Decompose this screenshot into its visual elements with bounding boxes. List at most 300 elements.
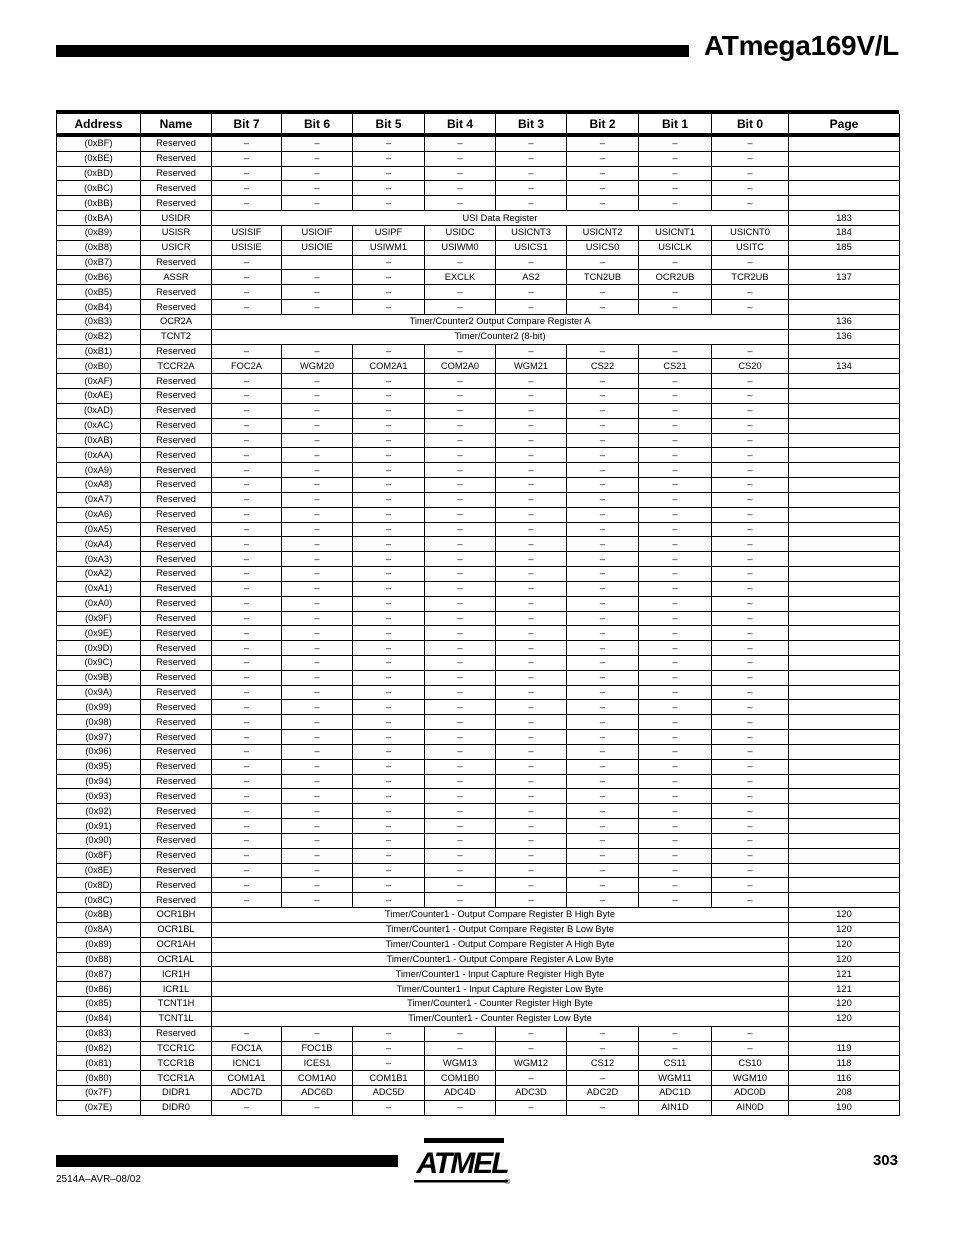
bit-cell: –	[353, 285, 425, 300]
bit-cell: USICLK	[639, 240, 712, 255]
bit-cell: –	[496, 700, 567, 715]
register-name-cell: Reserved	[141, 789, 212, 804]
register-name-cell: USICR	[141, 240, 212, 255]
register-name-cell: Reserved	[141, 611, 212, 626]
address-cell: (0xA3)	[57, 552, 141, 567]
column-header: Bit 0	[712, 114, 789, 135]
bit-cell: –	[639, 537, 712, 552]
address-cell: (0x84)	[57, 1011, 141, 1026]
bit-cell: –	[353, 300, 425, 315]
bit-cell: –	[639, 1041, 712, 1056]
bit-cell: –	[212, 819, 282, 834]
bit-cell: –	[712, 522, 789, 537]
bit-cell: –	[639, 833, 712, 848]
register-name-cell: TCNT2	[141, 329, 212, 344]
bit-cell: –	[282, 463, 353, 478]
page-cell	[789, 344, 900, 359]
table-row	[57, 922, 900, 937]
bit-cell: –	[353, 1056, 425, 1071]
address-cell: (0xA4)	[57, 537, 141, 552]
bit-cell: –	[425, 285, 496, 300]
bit-cell: –	[639, 819, 712, 834]
address-cell: (0x8E)	[57, 863, 141, 878]
document-title: ATmega169V/L	[703, 30, 899, 61]
bit-cell: –	[496, 1026, 567, 1041]
column-header: Bit 6	[282, 114, 353, 135]
bit-cell: –	[353, 581, 425, 596]
bit-cell: –	[567, 418, 639, 433]
page-cell	[789, 759, 900, 774]
bit-cell: –	[639, 804, 712, 819]
address-cell: (0xB6)	[57, 270, 141, 285]
address-cell: (0x87)	[57, 967, 141, 982]
bit-cell: –	[712, 685, 789, 700]
bit-cell: –	[353, 537, 425, 552]
page-cell	[789, 300, 900, 315]
bit-cell: ADC0D	[712, 1086, 789, 1101]
bit-cell: –	[353, 833, 425, 848]
table-row	[57, 270, 900, 285]
table-row	[57, 329, 900, 344]
bit-cell: –	[353, 433, 425, 448]
page-cell: 119	[789, 1041, 900, 1056]
bit-cell: –	[212, 151, 282, 166]
bit-cell: –	[212, 1026, 282, 1041]
register-name-cell: Reserved	[141, 670, 212, 685]
bit-cell: –	[567, 596, 639, 611]
bit-cell: COM1A0	[282, 1071, 353, 1086]
table-row	[57, 522, 900, 537]
bit-cell: USIPF	[353, 225, 425, 240]
bit-cell: –	[639, 196, 712, 211]
bit-cell: –	[212, 730, 282, 745]
bit-cell: –	[212, 522, 282, 537]
bit-cell: –	[282, 537, 353, 552]
bit-cell: –	[567, 804, 639, 819]
bit-cell: –	[353, 135, 425, 151]
bit-cell: –	[353, 448, 425, 463]
address-cell: (0x85)	[57, 997, 141, 1012]
bit-cell: –	[353, 552, 425, 567]
register-name-cell: TCCR1B	[141, 1056, 212, 1071]
table-row	[57, 819, 900, 834]
bit-cell: –	[639, 433, 712, 448]
bit-cell: ADC4D	[425, 1086, 496, 1101]
bit-cell: –	[712, 433, 789, 448]
bit-cell: –	[425, 1041, 496, 1056]
register-name-cell: Reserved	[141, 581, 212, 596]
bit-cell: –	[496, 641, 567, 656]
register-name-cell: Reserved	[141, 567, 212, 582]
address-cell: (0x99)	[57, 700, 141, 715]
bit-cell: –	[712, 789, 789, 804]
bit-cell: –	[353, 522, 425, 537]
bit-cell: –	[282, 403, 353, 418]
page-cell	[789, 804, 900, 819]
register-name-cell: TCNT1H	[141, 997, 212, 1012]
bit-cell: –	[212, 135, 282, 151]
address-cell: (0x89)	[57, 937, 141, 952]
table-row	[57, 982, 900, 997]
address-cell: (0x94)	[57, 774, 141, 789]
bit-cell: –	[353, 1026, 425, 1041]
register-name-cell: Reserved	[141, 685, 212, 700]
bit-cell: –	[282, 759, 353, 774]
bit-cell: –	[567, 893, 639, 908]
bit-cell: –	[425, 833, 496, 848]
bit-cell: COM1B0	[425, 1071, 496, 1086]
bit-cell: –	[212, 1100, 282, 1115]
bit-cell: –	[496, 300, 567, 315]
address-cell: (0xB0)	[57, 359, 141, 374]
bit-cell: –	[712, 878, 789, 893]
page-cell	[789, 389, 900, 404]
bit-cell: –	[353, 389, 425, 404]
address-cell: (0x8C)	[57, 893, 141, 908]
bit-cell: –	[282, 567, 353, 582]
table-row	[57, 641, 900, 656]
bit-cell: –	[639, 344, 712, 359]
bit-cell: –	[212, 581, 282, 596]
column-header: Page	[789, 114, 900, 135]
bit-cell: –	[212, 374, 282, 389]
register-name-cell: Reserved	[141, 804, 212, 819]
register-name-cell: Reserved	[141, 463, 212, 478]
page-cell	[789, 596, 900, 611]
page-cell	[789, 848, 900, 863]
page-cell	[789, 819, 900, 834]
bit-cell: –	[639, 863, 712, 878]
bit-cell: –	[425, 151, 496, 166]
bit-cell: –	[639, 507, 712, 522]
bit-cell: –	[212, 552, 282, 567]
bit-cell: –	[353, 1041, 425, 1056]
bit-cell: –	[212, 196, 282, 211]
bit-cell: –	[282, 789, 353, 804]
bit-cell: –	[567, 878, 639, 893]
bit-cell: –	[282, 730, 353, 745]
bit-cell: –	[425, 552, 496, 567]
bit-cell: –	[712, 848, 789, 863]
page-cell	[789, 151, 900, 166]
page-number: 303	[872, 1152, 898, 1169]
bit-cell: –	[212, 418, 282, 433]
table-row	[57, 655, 900, 670]
bit-cell: –	[353, 626, 425, 641]
bit-cell: –	[567, 848, 639, 863]
bit-cell: –	[712, 774, 789, 789]
bit-cell: –	[567, 463, 639, 478]
register-description-cell: Timer/Counter1 - Output Compare Register A High Byte	[212, 937, 789, 952]
register-name-cell: Reserved	[141, 819, 212, 834]
register-name-cell: Reserved	[141, 537, 212, 552]
register-name-cell: USISR	[141, 225, 212, 240]
register-name-cell: Reserved	[141, 700, 212, 715]
bit-cell: –	[282, 700, 353, 715]
register-name-cell: Reserved	[141, 641, 212, 656]
page-cell	[789, 552, 900, 567]
bit-cell: –	[212, 848, 282, 863]
bit-cell: –	[425, 1100, 496, 1115]
bit-cell: USICS1	[496, 240, 567, 255]
register-name-cell: DIDR0	[141, 1100, 212, 1115]
bit-cell: –	[639, 893, 712, 908]
bit-cell: –	[425, 448, 496, 463]
address-cell: (0xB9)	[57, 225, 141, 240]
bit-cell: –	[282, 670, 353, 685]
bit-cell: CS10	[712, 1056, 789, 1071]
address-cell: (0x88)	[57, 952, 141, 967]
bit-cell: –	[639, 715, 712, 730]
bit-cell: –	[353, 700, 425, 715]
bit-cell: –	[496, 804, 567, 819]
table-row	[57, 492, 900, 507]
bit-cell: –	[712, 418, 789, 433]
bit-cell: USIWM0	[425, 240, 496, 255]
bit-cell: USICNT3	[496, 225, 567, 240]
register-name-cell: Reserved	[141, 522, 212, 537]
column-header: Bit 1	[639, 114, 712, 135]
bit-cell: WGM21	[496, 359, 567, 374]
bit-cell: –	[567, 685, 639, 700]
address-cell: (0x92)	[57, 804, 141, 819]
bit-cell: –	[282, 135, 353, 151]
bit-cell: –	[567, 403, 639, 418]
bit-cell: –	[425, 715, 496, 730]
register-name-cell: Reserved	[141, 596, 212, 611]
bit-cell: –	[496, 611, 567, 626]
bit-cell: –	[282, 893, 353, 908]
bit-cell: –	[282, 626, 353, 641]
bit-cell: –	[496, 626, 567, 641]
bit-cell: –	[712, 641, 789, 656]
bit-cell: –	[567, 626, 639, 641]
bit-cell: –	[425, 135, 496, 151]
bit-cell: –	[212, 626, 282, 641]
bit-cell: –	[567, 1041, 639, 1056]
bit-cell: –	[496, 418, 567, 433]
register-name-cell: Reserved	[141, 300, 212, 315]
table-row	[57, 344, 900, 359]
column-header: Bit 7	[212, 114, 282, 135]
register-name-cell: USIDR	[141, 211, 212, 226]
bit-cell: –	[639, 374, 712, 389]
bit-cell: –	[282, 596, 353, 611]
bit-cell: –	[496, 655, 567, 670]
bit-cell: –	[639, 744, 712, 759]
register-name-cell: Reserved	[141, 655, 212, 670]
bit-cell: –	[282, 374, 353, 389]
bit-cell: –	[712, 344, 789, 359]
bit-cell: –	[567, 344, 639, 359]
bit-cell: –	[639, 730, 712, 745]
bit-cell: –	[496, 744, 567, 759]
bit-cell: COM1A1	[212, 1071, 282, 1086]
bit-cell: –	[212, 255, 282, 270]
bit-cell: –	[496, 135, 567, 151]
bit-cell: –	[353, 685, 425, 700]
bit-cell: –	[712, 730, 789, 745]
bit-cell: –	[353, 611, 425, 626]
bit-cell: –	[567, 285, 639, 300]
bit-cell: –	[425, 655, 496, 670]
bit-cell: –	[425, 403, 496, 418]
bit-cell: WGM20	[282, 359, 353, 374]
bit-cell: –	[212, 270, 282, 285]
table-row	[57, 314, 900, 329]
address-cell: (0xA8)	[57, 478, 141, 493]
register-name-cell: Reserved	[141, 730, 212, 745]
bit-cell: –	[425, 463, 496, 478]
bit-cell: –	[425, 744, 496, 759]
address-cell: (0xB1)	[57, 344, 141, 359]
bit-cell: –	[353, 819, 425, 834]
register-name-cell: Reserved	[141, 135, 212, 151]
bit-cell: –	[496, 448, 567, 463]
address-cell: (0x8F)	[57, 848, 141, 863]
bit-cell: –	[353, 270, 425, 285]
bit-cell: –	[425, 626, 496, 641]
bit-cell: –	[282, 744, 353, 759]
bit-cell: –	[353, 715, 425, 730]
address-cell: (0x8B)	[57, 908, 141, 923]
address-cell: (0xAE)	[57, 389, 141, 404]
address-cell: (0xAD)	[57, 403, 141, 418]
table-row	[57, 135, 900, 151]
table-row	[57, 359, 900, 374]
bit-cell: –	[425, 893, 496, 908]
bit-cell: –	[567, 389, 639, 404]
table-row	[57, 863, 900, 878]
bit-cell: –	[353, 789, 425, 804]
register-name-cell: DIDR1	[141, 1086, 212, 1101]
bit-cell: –	[212, 596, 282, 611]
bit-cell: –	[712, 893, 789, 908]
bit-cell: USICS0	[567, 240, 639, 255]
page-cell	[789, 492, 900, 507]
address-cell: (0x8D)	[57, 878, 141, 893]
bit-cell: USIOIF	[282, 225, 353, 240]
bit-cell: USIWM1	[353, 240, 425, 255]
bit-cell: –	[496, 1100, 567, 1115]
bit-cell: –	[282, 685, 353, 700]
address-cell: (0xBC)	[57, 181, 141, 196]
page-cell	[789, 418, 900, 433]
address-cell: (0x9F)	[57, 611, 141, 626]
bit-cell: –	[639, 166, 712, 181]
bit-cell: –	[212, 878, 282, 893]
bit-cell: –	[712, 744, 789, 759]
table-row	[57, 997, 900, 1012]
bit-cell: –	[353, 641, 425, 656]
bit-cell: –	[567, 1100, 639, 1115]
register-name-cell: OCR2A	[141, 314, 212, 329]
page-cell	[789, 433, 900, 448]
bit-cell: –	[567, 492, 639, 507]
bit-cell: ADC7D	[212, 1086, 282, 1101]
bit-cell: –	[212, 448, 282, 463]
address-cell: (0xBB)	[57, 196, 141, 211]
address-cell: (0x93)	[57, 789, 141, 804]
bit-cell: –	[353, 255, 425, 270]
address-cell: (0xA5)	[57, 522, 141, 537]
bit-cell: –	[496, 389, 567, 404]
register-name-cell: Reserved	[141, 166, 212, 181]
page-cell	[789, 135, 900, 151]
bit-cell: –	[639, 581, 712, 596]
bit-cell: USICNT1	[639, 225, 712, 240]
address-cell: (0x91)	[57, 819, 141, 834]
bit-cell: –	[212, 833, 282, 848]
bit-cell: USITC	[712, 240, 789, 255]
page-cell	[789, 1026, 900, 1041]
page-cell	[789, 285, 900, 300]
bit-cell: –	[425, 255, 496, 270]
bit-cell: –	[639, 641, 712, 656]
register-name-cell: Reserved	[141, 863, 212, 878]
svg-text:®: ®	[505, 1179, 510, 1186]
bit-cell: –	[353, 730, 425, 745]
address-cell: (0x9B)	[57, 670, 141, 685]
bit-cell: –	[639, 567, 712, 582]
bit-cell: –	[496, 863, 567, 878]
bit-cell: –	[496, 478, 567, 493]
bit-cell: –	[496, 344, 567, 359]
bit-cell: –	[282, 433, 353, 448]
table-row	[57, 255, 900, 270]
table-row	[57, 937, 900, 952]
table-row	[57, 181, 900, 196]
bit-cell: CS21	[639, 359, 712, 374]
register-description-cell: Timer/Counter2 (8-bit)	[212, 329, 789, 344]
bit-cell: –	[567, 522, 639, 537]
bit-cell: –	[567, 581, 639, 596]
bit-cell: –	[496, 581, 567, 596]
bit-cell: –	[212, 463, 282, 478]
column-header: Bit 3	[496, 114, 567, 135]
bit-cell: –	[567, 759, 639, 774]
bit-cell: –	[425, 685, 496, 700]
bit-cell: FOC1B	[282, 1041, 353, 1056]
bit-cell: –	[282, 848, 353, 863]
bit-cell: –	[712, 596, 789, 611]
register-name-cell: Reserved	[141, 744, 212, 759]
bit-cell: –	[712, 463, 789, 478]
register-name-cell: Reserved	[141, 196, 212, 211]
bit-cell: –	[496, 522, 567, 537]
address-cell: (0xA9)	[57, 463, 141, 478]
address-cell: (0x9A)	[57, 685, 141, 700]
bit-cell: –	[212, 789, 282, 804]
bit-cell: –	[639, 655, 712, 670]
register-name-cell: TCCR2A	[141, 359, 212, 374]
bit-cell: –	[212, 285, 282, 300]
table-row	[57, 804, 900, 819]
bit-cell: –	[639, 1026, 712, 1041]
address-cell: (0xB3)	[57, 314, 141, 329]
address-cell: (0x7F)	[57, 1086, 141, 1101]
table-row	[57, 685, 900, 700]
bit-cell: –	[425, 1026, 496, 1041]
register-description-cell: Timer/Counter1 - Output Compare Register B Low Byte	[212, 922, 789, 937]
bit-cell: –	[282, 641, 353, 656]
bit-cell: –	[712, 819, 789, 834]
table-row	[57, 225, 900, 240]
page-cell: 120	[789, 952, 900, 967]
table-row	[57, 759, 900, 774]
table-row	[57, 507, 900, 522]
bit-cell: –	[212, 166, 282, 181]
